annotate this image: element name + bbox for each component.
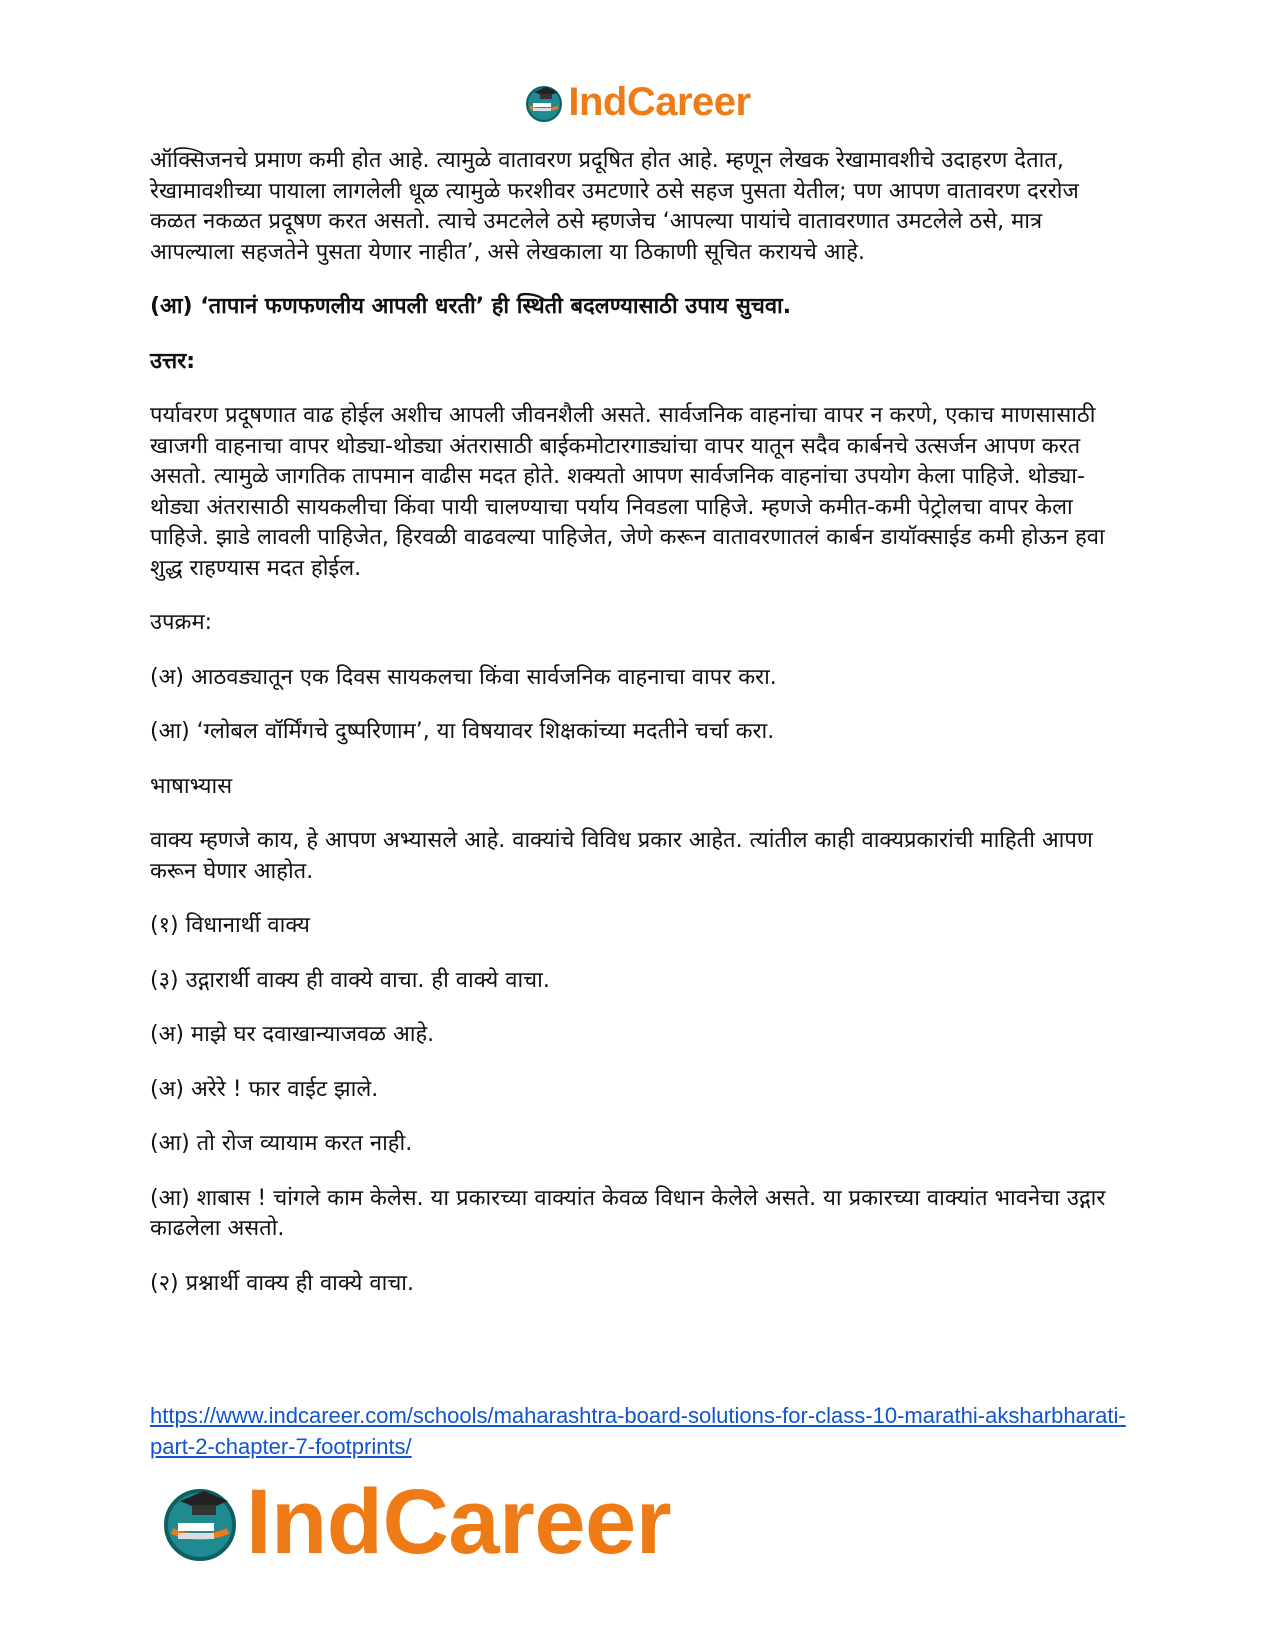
paragraph: ऑक्सिजनचे प्रमाण कमी होत आहे. त्यामुळे वातावरण प्रदूषित होत आहे. म्हणून लेखक रेखामावशीचे उदाहरण देतात, रेखामावशीच्या पायाला लागलेली धूळ त्यामुळे फरशीवर उमटणारे ठसे सहज पुसता येतील; पण आपण वातावरण दररोज कळत नकळत प्रदूषण करत असतो. त्याचे उमटलेले ठसे म्हणजेच ‘आपल्या पायांचे वातावरणात उमटलेले ठसे, मात्र आपल्याला सहजतेने पुसता येणार नाहीत’, असे लेखकाला या ठिकाणी सूचित करायचे आहे.: [150, 148, 1079, 265]
source-link[interactable]: https://www.indcareer.com/schools/maharashtra-board-solutions-for-class-10-marathi-aksharbharati-part-2-chapter-7-footprints/: [150, 1403, 1126, 1459]
paragraph: (आ) ‘ग्लोबल वॉर्मिंगचे दुष्परिणाम’, या विषयावर शिक्षकांच्या मदतीने चर्चा करा.: [150, 719, 775, 744]
paragraph: भाषाभ्यास: [150, 773, 233, 799]
paragraph: (अ) अरेरे ! फार वाईट झाले.: [150, 1076, 379, 1102]
paragraph: (आ) शाबास ! चांगले काम केलेस. या प्रकारच्या वाक्यांत केवळ विधान केलेले असते. या प्रकारच्या वाक्यांत भावनेचा उद्गार काढलेला असतो.: [150, 1185, 1106, 1241]
paragraph: उत्तर:: [150, 348, 196, 374]
paragraph: वाक्य म्हणजे काय, हे आपण अभ्यासले आहे. वाक्यांचे विविध प्रकार आहेत. त्यांतील काही वाक्यप्रकारांची माहिती आपण करून घेणार आहोत.: [150, 828, 1093, 884]
paragraph: (अ) माझे घर दवाखान्याजवळ आहे.: [150, 1022, 435, 1047]
paragraph: (३) उद्गारार्थी वाक्य ही वाक्ये वाचा. ही वाक्ये वाचा.: [150, 967, 550, 993]
paragraph: पर्यावरण प्रदूषणात वाढ होईल अशीच आपली जीवनशैली असते. सार्वजनिक वाहनांचा वापर न करणे, एकाच माणसासाठी खाजगी वाहनाचा वापर थोड्या-थोड्या अंतरासाठी बाईकमोटारगाड्यांचा वापर यातून सदैव कार्बनचे उत्सर्जन आपण करत असतो. त्यामुळे जागतिक तापमान वाढीस मदत होते. शक्यतो आपण सार्वजनिक वाहनांचा उपयोग केला पाहिजे. थोड्या-थोड्या अंतरासाठी सायकलीचा किंवा पायी चालण्याचा पर्याय निवडला पाहिजे. म्हणजे कमीत-कमी पेट्रोलचा वापर केला पाहिजे. झाडे लावली पाहिजेत, हिरवळी वाढवल्या पाहिजेत, जेणे करून वातावरणातलं कार्बन डायॉक्साईड कमी होऊन हवा शुद्ध राहण्यास मदत होईल.: [150, 403, 1105, 581]
paragraph: (२) प्रश्नार्थी वाक्य ही वाक्ये वाचा.: [150, 1270, 414, 1296]
paragraph: (अ) आठवड्यातून एक दिवस सायकलचा किंवा सार्वजनिक वाहनाचा वापर करा.: [150, 664, 777, 690]
logo-wordmark: IndCareer: [568, 80, 751, 124]
paragraph: (१) विधानार्थी वाक्य: [150, 913, 310, 938]
graduation-globe-icon: [524, 83, 564, 123]
paragraph: (आ) ‘तापानं फणफणलीय आपली धरती’ ही स्थिती बदलण्यासाठी उपाय सुचवा.: [150, 294, 792, 319]
graduation-globe-icon: [160, 1483, 240, 1563]
footer-logo: [160, 1470, 671, 1575]
footer-link-block: [150, 1401, 1130, 1462]
logo-wordmark: IndCareer: [246, 1471, 671, 1573]
paragraph: (आ) तो रोज व्यायाम करत नाही.: [150, 1131, 413, 1156]
document-body: [150, 146, 1130, 1323]
paragraph: उपक्रम:: [150, 610, 213, 635]
header-logo: [0, 80, 1275, 125]
